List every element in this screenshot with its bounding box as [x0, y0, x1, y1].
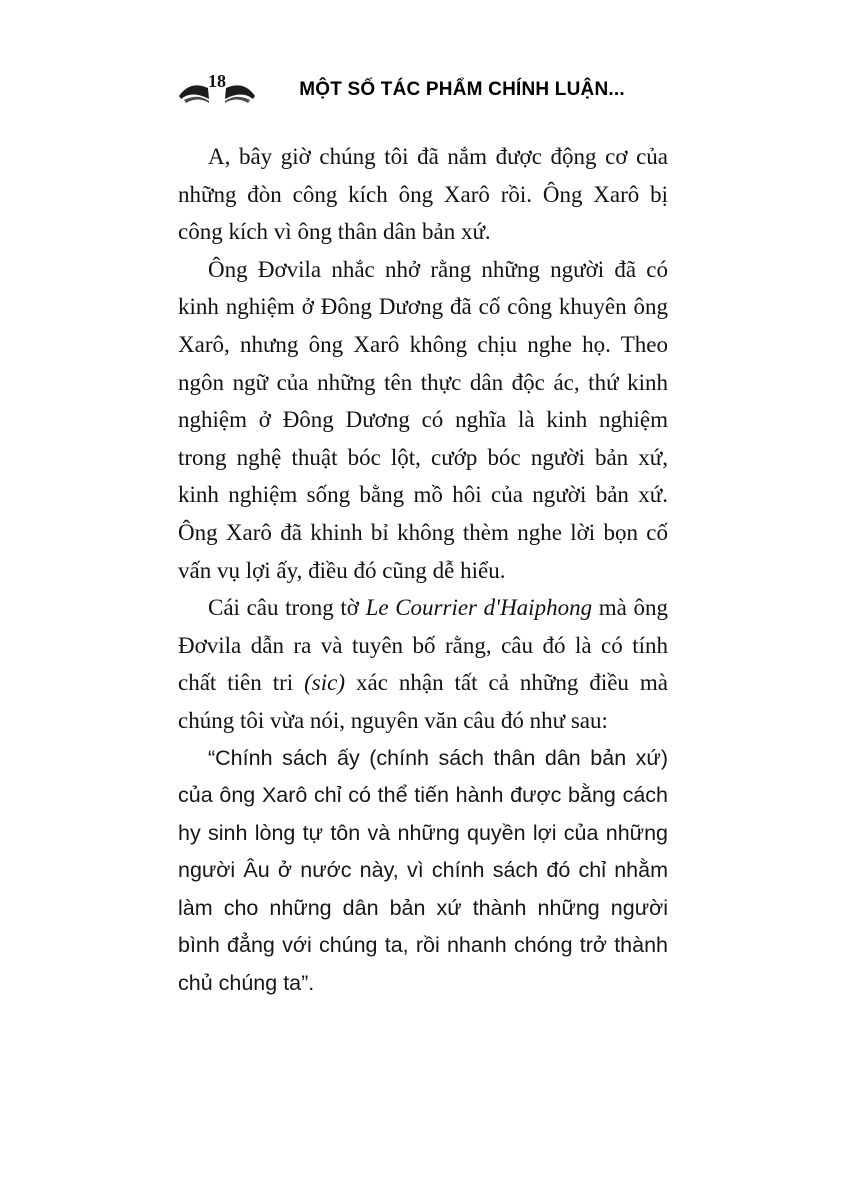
paragraph: [178, 740, 668, 1003]
running-header-title: MỘT SỐ TÁC PHẨM CHÍNH LUẬN...: [299, 79, 625, 100]
text-segment: Ông Đơvila nhắc nhở rằng những người đã có kinh nghiệm ở Đông Dương đã cố công khuyên ông Xarô, nhưng ông Xarô không chịu nghe họ. Theo ngôn ngữ của những tên thực dân độc ác, thứ kinh nghiệm ở Đông Dương có nghĩa là kinh nghiệm trong nghệ thuật bóc lột, cướp bóc người bản xứ, kinh nghiệm sống bằng mồ hôi của người bản xứ. Ông Xarô đã khinh bỉ không thèm nghe lời bọn cố vấn vụ lợi ấy, điều đó cũng dễ hiểu.: [178, 256, 668, 583]
text-segment: “Chính sách ấy (chính sách thân dân bản xứ) của ông Xarô chỉ có thể tiến hành được bằng cách hy sinh lòng tự tôn và những quyền lợi của những người Âu ở nước này, vì chính sách đó chỉ nhằm làm cho những dân bản xứ thành những người bình đẳng với chúng ta, rồi nhanh chóng trở thành chủ chúng ta”.: [178, 745, 668, 996]
text-segment: xác nhận tất cả những điều mà chúng tôi vừa nói, nguyên văn câu đó như sau:: [178, 670, 668, 733]
paragraph: [178, 251, 668, 589]
italic-text-segment: (sic): [304, 670, 346, 696]
text-block: [178, 138, 668, 1003]
text-segment: mà ông Đơvila dẫn ra và tuyên bố rằng, câu đó là có tính chất tiên tri: [178, 595, 668, 696]
paragraph: [178, 138, 668, 251]
page-number-ornament: [178, 70, 256, 110]
page-header: [178, 68, 668, 112]
italic-text-segment: Le Courrier d'Haiphong: [365, 595, 593, 621]
text-segment: Cái câu trong tờ: [208, 595, 366, 621]
page-number: 18: [208, 71, 226, 91]
paragraph: [178, 589, 668, 739]
text-segment: A, bây giờ chúng tôi đã nắm được động cơ của những đòn công kích ông Xarô rồi. Ông Xarô bị công kích vì ông thân dân bản xứ.: [178, 144, 668, 245]
